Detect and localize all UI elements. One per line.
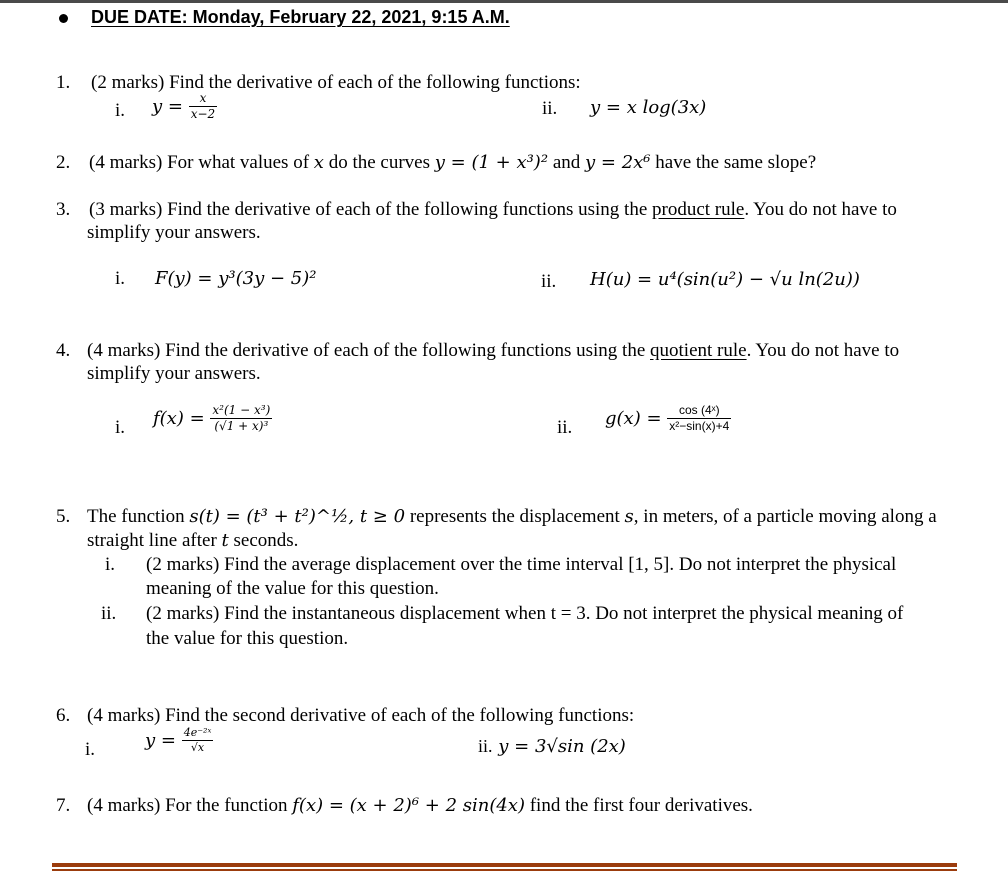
footer-rule-thin bbox=[52, 869, 957, 871]
bullet-icon bbox=[59, 14, 68, 23]
q5-line2-a: straight line after bbox=[87, 530, 217, 551]
q4-number: 4. bbox=[56, 340, 71, 361]
q5-ii-line2: the value for this question. bbox=[146, 628, 349, 649]
q5-i-line1: (2 marks) Find the average displacement over the time interval [1, 5]. Do not interpret the physical bbox=[146, 554, 897, 575]
q4-i-denominator: (√1 + x)³ bbox=[214, 418, 269, 433]
q1-i-expr bbox=[152, 92, 217, 121]
q1-i-numerator: x bbox=[189, 92, 217, 107]
q2-number: 2. bbox=[56, 152, 71, 173]
q2-text-a: (4 marks) For what values of bbox=[89, 152, 310, 173]
q1-text: (2 marks) Find the derivative of each of the following functions: bbox=[91, 72, 581, 93]
q5-text-b: represents the displacement bbox=[409, 506, 620, 527]
q4-ii-expr bbox=[605, 404, 731, 433]
due-date: DUE DATE: Monday, February 22, 2021, 9:15 A.M. bbox=[91, 7, 510, 27]
q6-ii-label: ii. bbox=[478, 736, 493, 756]
q5-text-a: The function bbox=[87, 506, 185, 527]
q2-line bbox=[89, 152, 816, 174]
q1-i-denominator: x−2 bbox=[190, 106, 216, 121]
q1-ii-label: ii. bbox=[542, 98, 558, 119]
q6-i-expr bbox=[145, 727, 213, 754]
q5-i-line2: meaning of the value for this question. bbox=[146, 578, 439, 599]
q4-text-a: (4 marks) Find the derivative of each of the following functions using the bbox=[87, 340, 646, 361]
q6-text: (4 marks) Find the second derivative of each of the following functions: bbox=[87, 705, 635, 726]
q3-product-rule: product rule bbox=[652, 199, 745, 220]
q5-var-t: t bbox=[221, 530, 229, 551]
q5-number: 5. bbox=[56, 506, 71, 527]
q6-i-lhs: y = bbox=[145, 729, 176, 751]
q4-ii-fraction bbox=[667, 404, 731, 433]
q3-i-expr: F(y) = y³(3y − 5)² bbox=[155, 268, 317, 289]
q6-i-denominator: √x bbox=[190, 740, 205, 754]
q5-ii-line1: (2 marks) Find the instantaneous displacement when t = 3. Do not interpret the physical meaning of bbox=[146, 603, 904, 624]
q3-number: 3. bbox=[56, 199, 71, 220]
q5-line2 bbox=[87, 530, 298, 552]
q5-text-c: , in meters, of a particle moving along a bbox=[633, 506, 937, 527]
q2-text-c: have the same slope? bbox=[655, 152, 817, 173]
q5-i-label: i. bbox=[105, 554, 116, 575]
q4-quotient-rule: quotient rule bbox=[650, 340, 747, 361]
q7-line bbox=[87, 795, 753, 817]
q7-text-b: find the first four derivatives. bbox=[529, 795, 753, 816]
q4-text-b: . You do not have to bbox=[746, 340, 900, 361]
q4-i-expr bbox=[153, 404, 272, 433]
q1-i-fraction bbox=[189, 92, 217, 121]
q4-line1 bbox=[87, 340, 899, 362]
q2-text-b: do the curves bbox=[328, 152, 430, 173]
q4-i-lhs: f(x) = bbox=[153, 408, 205, 430]
q4-i-fraction bbox=[210, 404, 272, 433]
q4-ii-label: ii. bbox=[557, 417, 573, 438]
q5-line1 bbox=[87, 506, 937, 528]
q2-curve2: y = 2x⁶ bbox=[585, 152, 651, 173]
q5-ii-label: ii. bbox=[101, 603, 117, 624]
q4-ii-denominator: x²−sin(x)+4 bbox=[669, 418, 730, 433]
q2-var-x: x bbox=[313, 152, 324, 173]
q1-i-label: i. bbox=[115, 100, 126, 121]
q7-text-a: (4 marks) For the function bbox=[87, 795, 288, 816]
q4-i-label: i. bbox=[115, 417, 126, 438]
q3-ii-label: ii. bbox=[541, 271, 557, 292]
q6-i-label: i. bbox=[85, 739, 96, 760]
q4-i-numerator: x²(1 − x³) bbox=[212, 403, 271, 417]
q5-line2-b: seconds. bbox=[233, 530, 299, 551]
q6-number: 6. bbox=[56, 705, 71, 726]
q1-number: 1. bbox=[56, 72, 71, 93]
q7-function: f(x) = (x + 2)⁶ + 2 sin(4x) bbox=[292, 795, 525, 816]
q6-ii-expr bbox=[478, 736, 626, 757]
q3-text-a: (3 marks) Find the derivative of each of the following functions using the bbox=[89, 199, 648, 220]
q6-i-fraction bbox=[182, 727, 214, 754]
q4-ii-lhs: g(x) = bbox=[605, 408, 662, 430]
q3-text-b: . You do not have to bbox=[744, 199, 897, 220]
q5-var-s: s bbox=[624, 506, 634, 527]
q4-ii-numerator: cos (4ˣ) bbox=[667, 404, 731, 419]
q5-function: s(t) = (t³ + t²)^½, t ≥ 0 bbox=[189, 506, 406, 527]
q3-line1 bbox=[89, 199, 897, 221]
q7-number: 7. bbox=[56, 795, 71, 816]
q2-curve1: y = (1 + x³)² bbox=[434, 152, 549, 173]
q3-ii-expr: H(u) = u⁴(sin(u²) − √u ln(2u)) bbox=[590, 269, 860, 290]
q3-i-label: i. bbox=[115, 268, 126, 289]
q3-line2: simplify your answers. bbox=[87, 222, 261, 243]
q6-i-numerator: 4e⁻²ˣ bbox=[183, 726, 212, 739]
q1-i-lhs: y = bbox=[152, 96, 183, 118]
q2-and: and bbox=[552, 152, 581, 173]
q4-line2: simplify your answers. bbox=[87, 363, 261, 384]
q1-ii-expr: y = x log(3x) bbox=[590, 97, 707, 118]
q6-ii-formula: y = 3√sin (2x) bbox=[498, 736, 626, 757]
footer-rule-thick bbox=[52, 863, 957, 867]
top-border bbox=[0, 0, 1008, 3]
